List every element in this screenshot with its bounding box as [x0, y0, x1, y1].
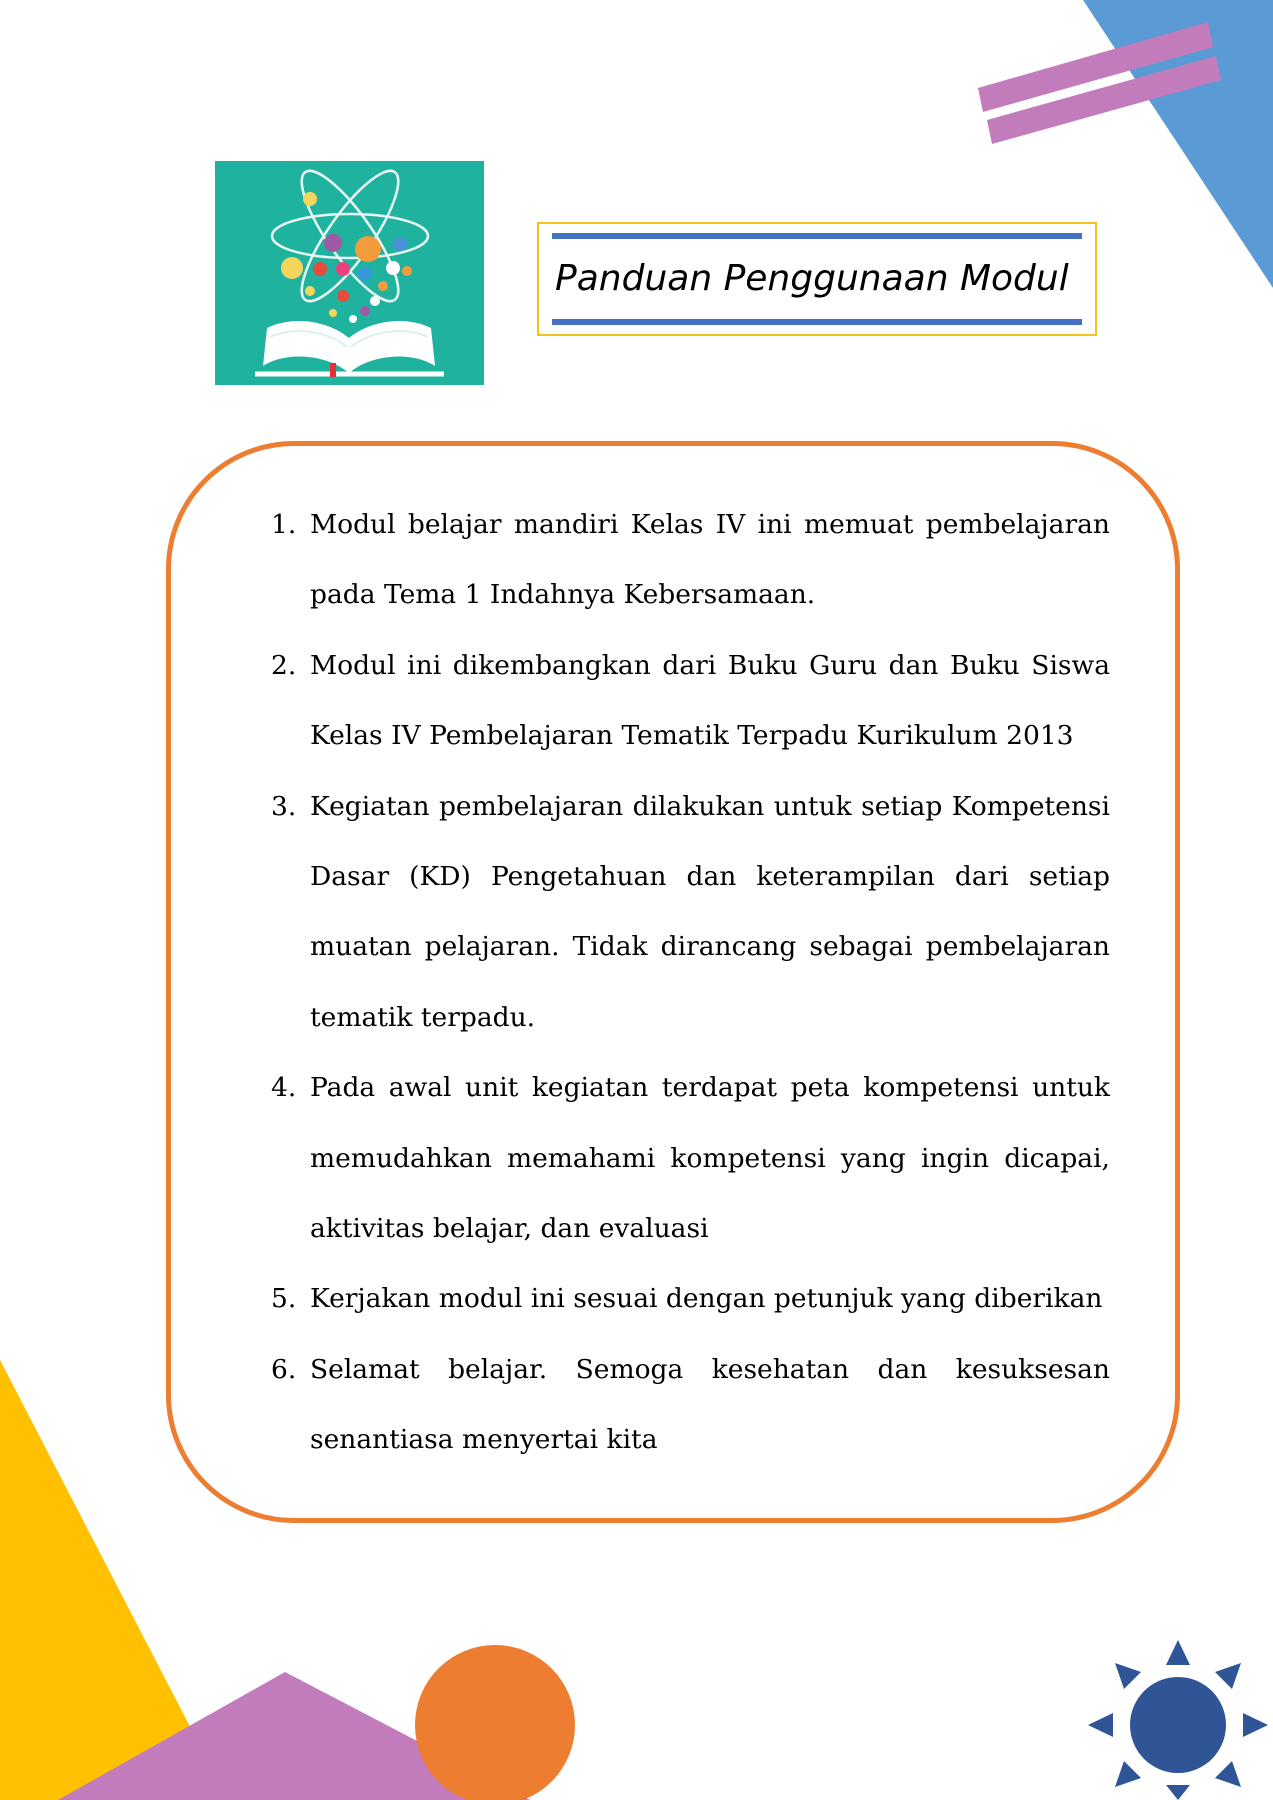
item-number: 3. [271, 790, 297, 822]
list-item [271, 1264, 1110, 1334]
sun-icon [1088, 1640, 1268, 1800]
list-item [271, 1053, 1110, 1264]
guide-list [271, 490, 1110, 1476]
list-item [271, 772, 1110, 1054]
list-item [271, 490, 1110, 631]
item-text: Pada awal unit kegiatan terdapat peta kompetensi untuk memudahkan memahami kompetensi yang ingin dicapai, aktivitas belajar, dan evaluasi [310, 1072, 1110, 1245]
item-number: 5. [271, 1283, 297, 1315]
item-number: 6. [271, 1353, 297, 1385]
item-text: Modul ini dikembangkan dari Buku Guru dan Buku Siswa Kelas IV Pembelajaran Tematik Terpadu Kurikulum 2013 [310, 649, 1110, 752]
title-bar-bottom [552, 319, 1082, 325]
title-box [537, 222, 1097, 336]
item-number: 1. [271, 509, 297, 540]
orange-circle [415, 1645, 575, 1800]
item-text: Kegiatan pembelajaran dilakukan untuk setiap Kompetensi Dasar (KD) Pengetahuan dan keterampilan dari setiap muatan pelajaran. Tidak dirancang sebagai pembelajaran tematik terpadu. [310, 790, 1110, 1033]
list-item [271, 1335, 1110, 1476]
module-logo [215, 161, 484, 385]
item-text: Modul belajar mandiri Kelas IV ini memuat pembelajaran pada Tema 1 Indahnya Kebersamaan. [310, 509, 1110, 611]
item-text: Kerjakan modul ini sesuai dengan petunjuk yang diberikan [310, 1283, 1103, 1315]
item-number: 2. [271, 649, 297, 681]
atom-book-icon [215, 161, 484, 385]
list-item [271, 631, 1110, 772]
page-title: Panduan Penggunaan Modul [555, 258, 1069, 299]
item-number: 4. [271, 1072, 297, 1104]
title-bar-top [552, 233, 1082, 239]
item-text: Selamat belajar. Semoga kesehatan dan kesuksesan senantiasa menyertai kita [310, 1353, 1110, 1456]
